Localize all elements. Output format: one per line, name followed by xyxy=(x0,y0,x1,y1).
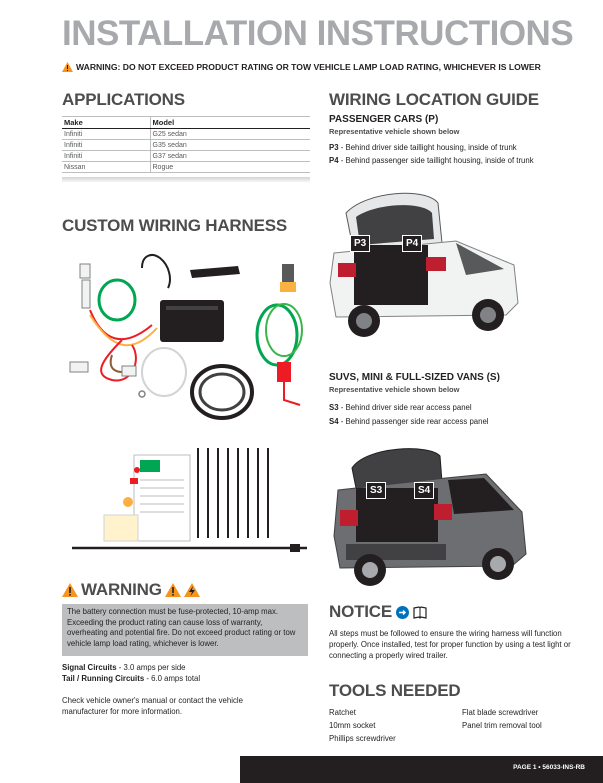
suv-photo xyxy=(326,440,532,590)
list-item: Phillips screwdriver xyxy=(329,734,396,743)
wiring-guide-heading: WIRING LOCATION GUIDE xyxy=(329,90,539,109)
location-code: P4 xyxy=(329,156,339,165)
notice-text: All steps must be followed to ensure the wiring harness will function properly. Once installed, test for proper function by using a test light or connecting a properly wired trailer. xyxy=(329,629,571,660)
location-code: S4 xyxy=(329,417,339,426)
cell-model: G37 sedan xyxy=(150,151,310,162)
manual-book-icon xyxy=(413,606,427,619)
passenger-car-photo xyxy=(326,183,522,345)
location-tag-p3: P3 xyxy=(350,235,370,252)
tail-circuits-label: Tail / Running Circuits xyxy=(62,674,145,683)
harness-heading: CUSTOM WIRING HARNESS xyxy=(62,216,287,235)
cell-make: Infiniti xyxy=(62,151,150,162)
passenger-cars-title: PASSENGER CARS (P) xyxy=(329,114,439,125)
passenger-cars-note: Representative vehicle shown below xyxy=(329,127,460,136)
table-row xyxy=(62,140,310,151)
location-line-p3 xyxy=(329,143,517,152)
warning-triangle-icon xyxy=(165,583,181,597)
location-text: Behind driver side rear access panel xyxy=(345,403,472,412)
hatchback-car-image xyxy=(326,183,522,345)
location-tag-p4: P4 xyxy=(402,235,422,252)
location-tag-s4: S4 xyxy=(414,482,434,499)
list-item: 10mm socket xyxy=(329,721,376,730)
cell-model: Rogue xyxy=(150,162,310,173)
harness-kit-illustration xyxy=(62,240,314,570)
warning-triangle-icon xyxy=(62,583,78,597)
suvs-note: Representative vehicle shown below xyxy=(329,385,460,394)
page-footer: PAGE 1 • 56033-INS-RB xyxy=(240,756,603,783)
check-manual-text: Check vehicle owner's manual or contact the vehicle manufacturer for more information. xyxy=(62,696,243,716)
notice-heading xyxy=(329,602,427,622)
tools-list xyxy=(329,706,569,745)
warning-box: The battery connection must be fuse-protected, 10-amp max. Exceeding the product rating can cause loss of warranty, overheating and potential fire. Do not exceed product rating or tow vehicle lamp load rating, whichever is lower. xyxy=(62,604,308,656)
top-warning-text: WARNING: DO NOT EXCEED PRODUCT RATING OR TOW VEHICLE LAMP LOAD RATING, WHICHEVER IS LOWER xyxy=(76,62,541,72)
page-title: INSTALLATION INSTRUCTIONS xyxy=(62,14,574,53)
suv-car-image xyxy=(326,440,532,590)
column-header-make: Make xyxy=(62,117,150,129)
tail-circuits-line xyxy=(62,673,200,684)
location-line-s3 xyxy=(329,403,472,412)
location-sep: - xyxy=(340,143,344,152)
location-line-s4 xyxy=(329,417,489,426)
location-sep: - xyxy=(340,156,344,165)
cell-make: Infiniti xyxy=(62,140,150,151)
table-shadow xyxy=(62,177,310,183)
info-circle-icon xyxy=(396,606,409,619)
warning-triangle-icon xyxy=(62,62,73,72)
signal-circuits-value: - 3.0 amps per side xyxy=(116,663,186,672)
top-warning xyxy=(62,62,541,72)
applications-table xyxy=(62,116,310,173)
suvs-title: SUVS, MINI & FULL-SIZED VANS (S) xyxy=(329,372,500,383)
list-item: Ratchet xyxy=(329,708,356,717)
signal-circuits-label: Signal Circuits xyxy=(62,663,117,672)
notice-heading-text: NOTICE xyxy=(329,602,393,621)
tools-heading: TOOLS NEEDED xyxy=(329,681,461,700)
location-code: S3 xyxy=(329,403,339,412)
electrical-hazard-icon xyxy=(184,583,200,597)
cell-make: Infiniti xyxy=(62,129,150,140)
column-header-model: Model xyxy=(150,117,310,129)
cell-make: Nissan xyxy=(62,162,150,173)
list-item: Flat blade screwdriver xyxy=(462,708,539,717)
cell-model: G25 sedan xyxy=(150,129,310,140)
location-sep: - xyxy=(340,417,344,426)
location-line-p4 xyxy=(329,156,534,165)
list-item: Panel trim removal tool xyxy=(462,721,542,730)
location-sep: - xyxy=(340,403,344,412)
table-header-row xyxy=(62,117,310,129)
location-code: P3 xyxy=(329,143,339,152)
tail-circuits-value: - 6.0 amps total xyxy=(144,674,201,683)
location-tag-s3: S3 xyxy=(366,482,386,499)
table-row xyxy=(62,162,310,173)
warning-heading-text: WARNING xyxy=(81,580,162,599)
location-text: Behind passenger side rear access panel xyxy=(345,417,489,426)
warning-heading xyxy=(62,580,200,600)
table-row xyxy=(62,129,310,140)
location-text: Behind driver side taillight housing, inside of trunk xyxy=(345,143,517,152)
location-text: Behind passenger side taillight housing, inside of trunk xyxy=(345,156,534,165)
applications-heading: APPLICATIONS xyxy=(62,90,185,109)
cell-model: G35 sedan xyxy=(150,140,310,151)
table-row xyxy=(62,151,310,162)
signal-circuits-line xyxy=(62,662,186,673)
